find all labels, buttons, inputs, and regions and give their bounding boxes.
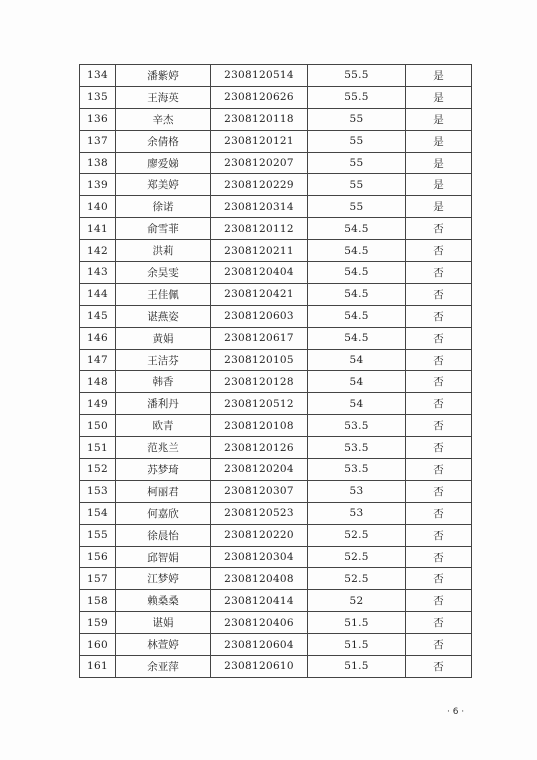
exam-id-cell: 2308120421 [211, 283, 308, 305]
table-row [80, 612, 472, 634]
score-cell: 54 [308, 349, 406, 371]
qualified-cell: 否 [406, 656, 472, 678]
row-number-cell: 150 [80, 415, 116, 437]
row-number-cell: 160 [80, 634, 116, 656]
table-row [80, 174, 472, 196]
score-cell: 51.5 [308, 656, 406, 678]
qualified-cell: 否 [406, 590, 472, 612]
exam-id-cell: 2308120408 [211, 568, 308, 590]
score-cell: 54.5 [308, 240, 406, 262]
score-cell: 53.5 [308, 437, 406, 459]
exam-id-cell: 2308120610 [211, 656, 308, 678]
row-number-cell: 138 [80, 152, 116, 174]
qualified-cell: 否 [406, 393, 472, 415]
table-row [80, 196, 472, 218]
row-number-cell: 154 [80, 502, 116, 524]
table-row [80, 305, 472, 327]
qualified-cell: 是 [406, 152, 472, 174]
qualified-cell: 否 [406, 305, 472, 327]
qualified-cell: 否 [406, 283, 472, 305]
table-row [80, 349, 472, 371]
name-cell: 谌燕姿 [116, 305, 211, 327]
table-row [80, 415, 472, 437]
name-cell: 王洁芬 [116, 349, 211, 371]
name-cell: 范兆兰 [116, 437, 211, 459]
exam-id-cell: 2308120204 [211, 459, 308, 481]
table-row [80, 371, 472, 393]
exam-id-cell: 2308120604 [211, 634, 308, 656]
row-number-cell: 151 [80, 437, 116, 459]
name-cell: 赖桑桑 [116, 590, 211, 612]
name-cell: 徐晨怡 [116, 524, 211, 546]
qualified-cell: 否 [406, 371, 472, 393]
name-cell: 林萱婷 [116, 634, 211, 656]
qualified-cell: 是 [406, 174, 472, 196]
table-row [80, 262, 472, 284]
score-cell: 55 [308, 174, 406, 196]
exam-id-cell: 2308120105 [211, 349, 308, 371]
row-number-cell: 147 [80, 349, 116, 371]
score-cell: 54.5 [308, 327, 406, 349]
name-cell: 谌娟 [116, 612, 211, 634]
name-cell: 韩香 [116, 371, 211, 393]
row-number-cell: 158 [80, 590, 116, 612]
row-number-cell: 134 [80, 65, 116, 87]
qualified-cell: 否 [406, 262, 472, 284]
qualified-cell: 否 [406, 327, 472, 349]
name-cell: 余亚萍 [116, 656, 211, 678]
score-cell: 54 [308, 393, 406, 415]
name-cell: 徐诺 [116, 196, 211, 218]
table-row [80, 524, 472, 546]
table-row [80, 480, 472, 502]
table-row [80, 590, 472, 612]
name-cell: 王海英 [116, 86, 211, 108]
table-row [80, 327, 472, 349]
exam-id-cell: 2308120126 [211, 437, 308, 459]
score-table [79, 64, 472, 678]
exam-id-cell: 2308120108 [211, 415, 308, 437]
score-cell: 55 [308, 196, 406, 218]
exam-id-cell: 2308120207 [211, 152, 308, 174]
exam-id-cell: 2308120523 [211, 502, 308, 524]
score-cell: 54.5 [308, 262, 406, 284]
row-number-cell: 137 [80, 130, 116, 152]
exam-id-cell: 2308120414 [211, 590, 308, 612]
score-cell: 54 [308, 371, 406, 393]
name-cell: 余昊雯 [116, 262, 211, 284]
table-row [80, 65, 472, 87]
table-row [80, 86, 472, 108]
table-row [80, 240, 472, 262]
qualified-cell: 否 [406, 437, 472, 459]
qualified-cell: 否 [406, 546, 472, 568]
score-cell: 53.5 [308, 415, 406, 437]
score-cell: 54.5 [308, 218, 406, 240]
exam-id-cell: 2308120603 [211, 305, 308, 327]
exam-id-cell: 2308120121 [211, 130, 308, 152]
score-cell: 54.5 [308, 283, 406, 305]
row-number-cell: 135 [80, 86, 116, 108]
name-cell: 俞雪菲 [116, 218, 211, 240]
qualified-cell: 否 [406, 502, 472, 524]
exam-id-cell: 2308120211 [211, 240, 308, 262]
score-cell: 55 [308, 152, 406, 174]
row-number-cell: 148 [80, 371, 116, 393]
qualified-cell: 否 [406, 459, 472, 481]
exam-id-cell: 2308120617 [211, 327, 308, 349]
qualified-cell: 是 [406, 86, 472, 108]
row-number-cell: 136 [80, 108, 116, 130]
exam-id-cell: 2308120307 [211, 480, 308, 502]
table-row [80, 634, 472, 656]
qualified-cell: 否 [406, 480, 472, 502]
exam-id-cell: 2308120512 [211, 393, 308, 415]
name-cell: 余倩格 [116, 130, 211, 152]
row-number-cell: 161 [80, 656, 116, 678]
qualified-cell: 是 [406, 130, 472, 152]
name-cell: 王佳佩 [116, 283, 211, 305]
name-cell: 郑美婷 [116, 174, 211, 196]
score-cell: 54.5 [308, 305, 406, 327]
qualified-cell: 否 [406, 240, 472, 262]
exam-id-cell: 2308120229 [211, 174, 308, 196]
table-row [80, 546, 472, 568]
score-cell: 51.5 [308, 612, 406, 634]
row-number-cell: 146 [80, 327, 116, 349]
qualified-cell: 否 [406, 524, 472, 546]
table-row [80, 283, 472, 305]
qualified-cell: 否 [406, 218, 472, 240]
row-number-cell: 153 [80, 480, 116, 502]
score-cell: 55 [308, 130, 406, 152]
table-row [80, 656, 472, 678]
name-cell: 潘利丹 [116, 393, 211, 415]
score-table-body [80, 65, 472, 678]
qualified-cell: 否 [406, 634, 472, 656]
row-number-cell: 156 [80, 546, 116, 568]
table-row [80, 393, 472, 415]
score-cell: 53 [308, 480, 406, 502]
name-cell: 黄娟 [116, 327, 211, 349]
score-cell: 52.5 [308, 524, 406, 546]
exam-id-cell: 2308120514 [211, 65, 308, 87]
row-number-cell: 152 [80, 459, 116, 481]
exam-id-cell: 2308120314 [211, 196, 308, 218]
name-cell: 欧青 [116, 415, 211, 437]
qualified-cell: 否 [406, 415, 472, 437]
qualified-cell: 是 [406, 108, 472, 130]
exam-id-cell: 2308120404 [211, 262, 308, 284]
name-cell: 柯丽君 [116, 480, 211, 502]
score-cell: 53.5 [308, 459, 406, 481]
row-number-cell: 145 [80, 305, 116, 327]
row-number-cell: 142 [80, 240, 116, 262]
name-cell: 苏梦琦 [116, 459, 211, 481]
score-cell: 51.5 [308, 634, 406, 656]
table-row [80, 218, 472, 240]
name-cell: 江梦婷 [116, 568, 211, 590]
table-row [80, 459, 472, 481]
row-number-cell: 149 [80, 393, 116, 415]
row-number-cell: 144 [80, 283, 116, 305]
score-cell: 53 [308, 502, 406, 524]
table-row [80, 130, 472, 152]
row-number-cell: 141 [80, 218, 116, 240]
page-number: · 6 · [447, 707, 465, 717]
exam-id-cell: 2308120406 [211, 612, 308, 634]
row-number-cell: 140 [80, 196, 116, 218]
table-row [80, 152, 472, 174]
row-number-cell: 155 [80, 524, 116, 546]
exam-id-cell: 2308120112 [211, 218, 308, 240]
qualified-cell: 是 [406, 196, 472, 218]
qualified-cell: 是 [406, 65, 472, 87]
exam-id-cell: 2308120128 [211, 371, 308, 393]
table-row [80, 437, 472, 459]
score-cell: 52.5 [308, 546, 406, 568]
row-number-cell: 139 [80, 174, 116, 196]
name-cell: 潘紫婷 [116, 65, 211, 87]
qualified-cell: 否 [406, 349, 472, 371]
score-cell: 55 [308, 108, 406, 130]
table-row [80, 502, 472, 524]
score-cell: 55.5 [308, 86, 406, 108]
qualified-cell: 否 [406, 568, 472, 590]
table-row [80, 568, 472, 590]
row-number-cell: 143 [80, 262, 116, 284]
row-number-cell: 157 [80, 568, 116, 590]
row-number-cell: 159 [80, 612, 116, 634]
table-row [80, 108, 472, 130]
score-cell: 55.5 [308, 65, 406, 87]
score-cell: 52.5 [308, 568, 406, 590]
exam-id-cell: 2308120118 [211, 108, 308, 130]
name-cell: 廖爱娣 [116, 152, 211, 174]
name-cell: 何嘉欣 [116, 502, 211, 524]
name-cell: 洪莉 [116, 240, 211, 262]
exam-id-cell: 2308120626 [211, 86, 308, 108]
exam-id-cell: 2308120304 [211, 546, 308, 568]
exam-id-cell: 2308120220 [211, 524, 308, 546]
name-cell: 邱智娟 [116, 546, 211, 568]
qualified-cell: 否 [406, 612, 472, 634]
name-cell: 辛杰 [116, 108, 211, 130]
score-cell: 52 [308, 590, 406, 612]
